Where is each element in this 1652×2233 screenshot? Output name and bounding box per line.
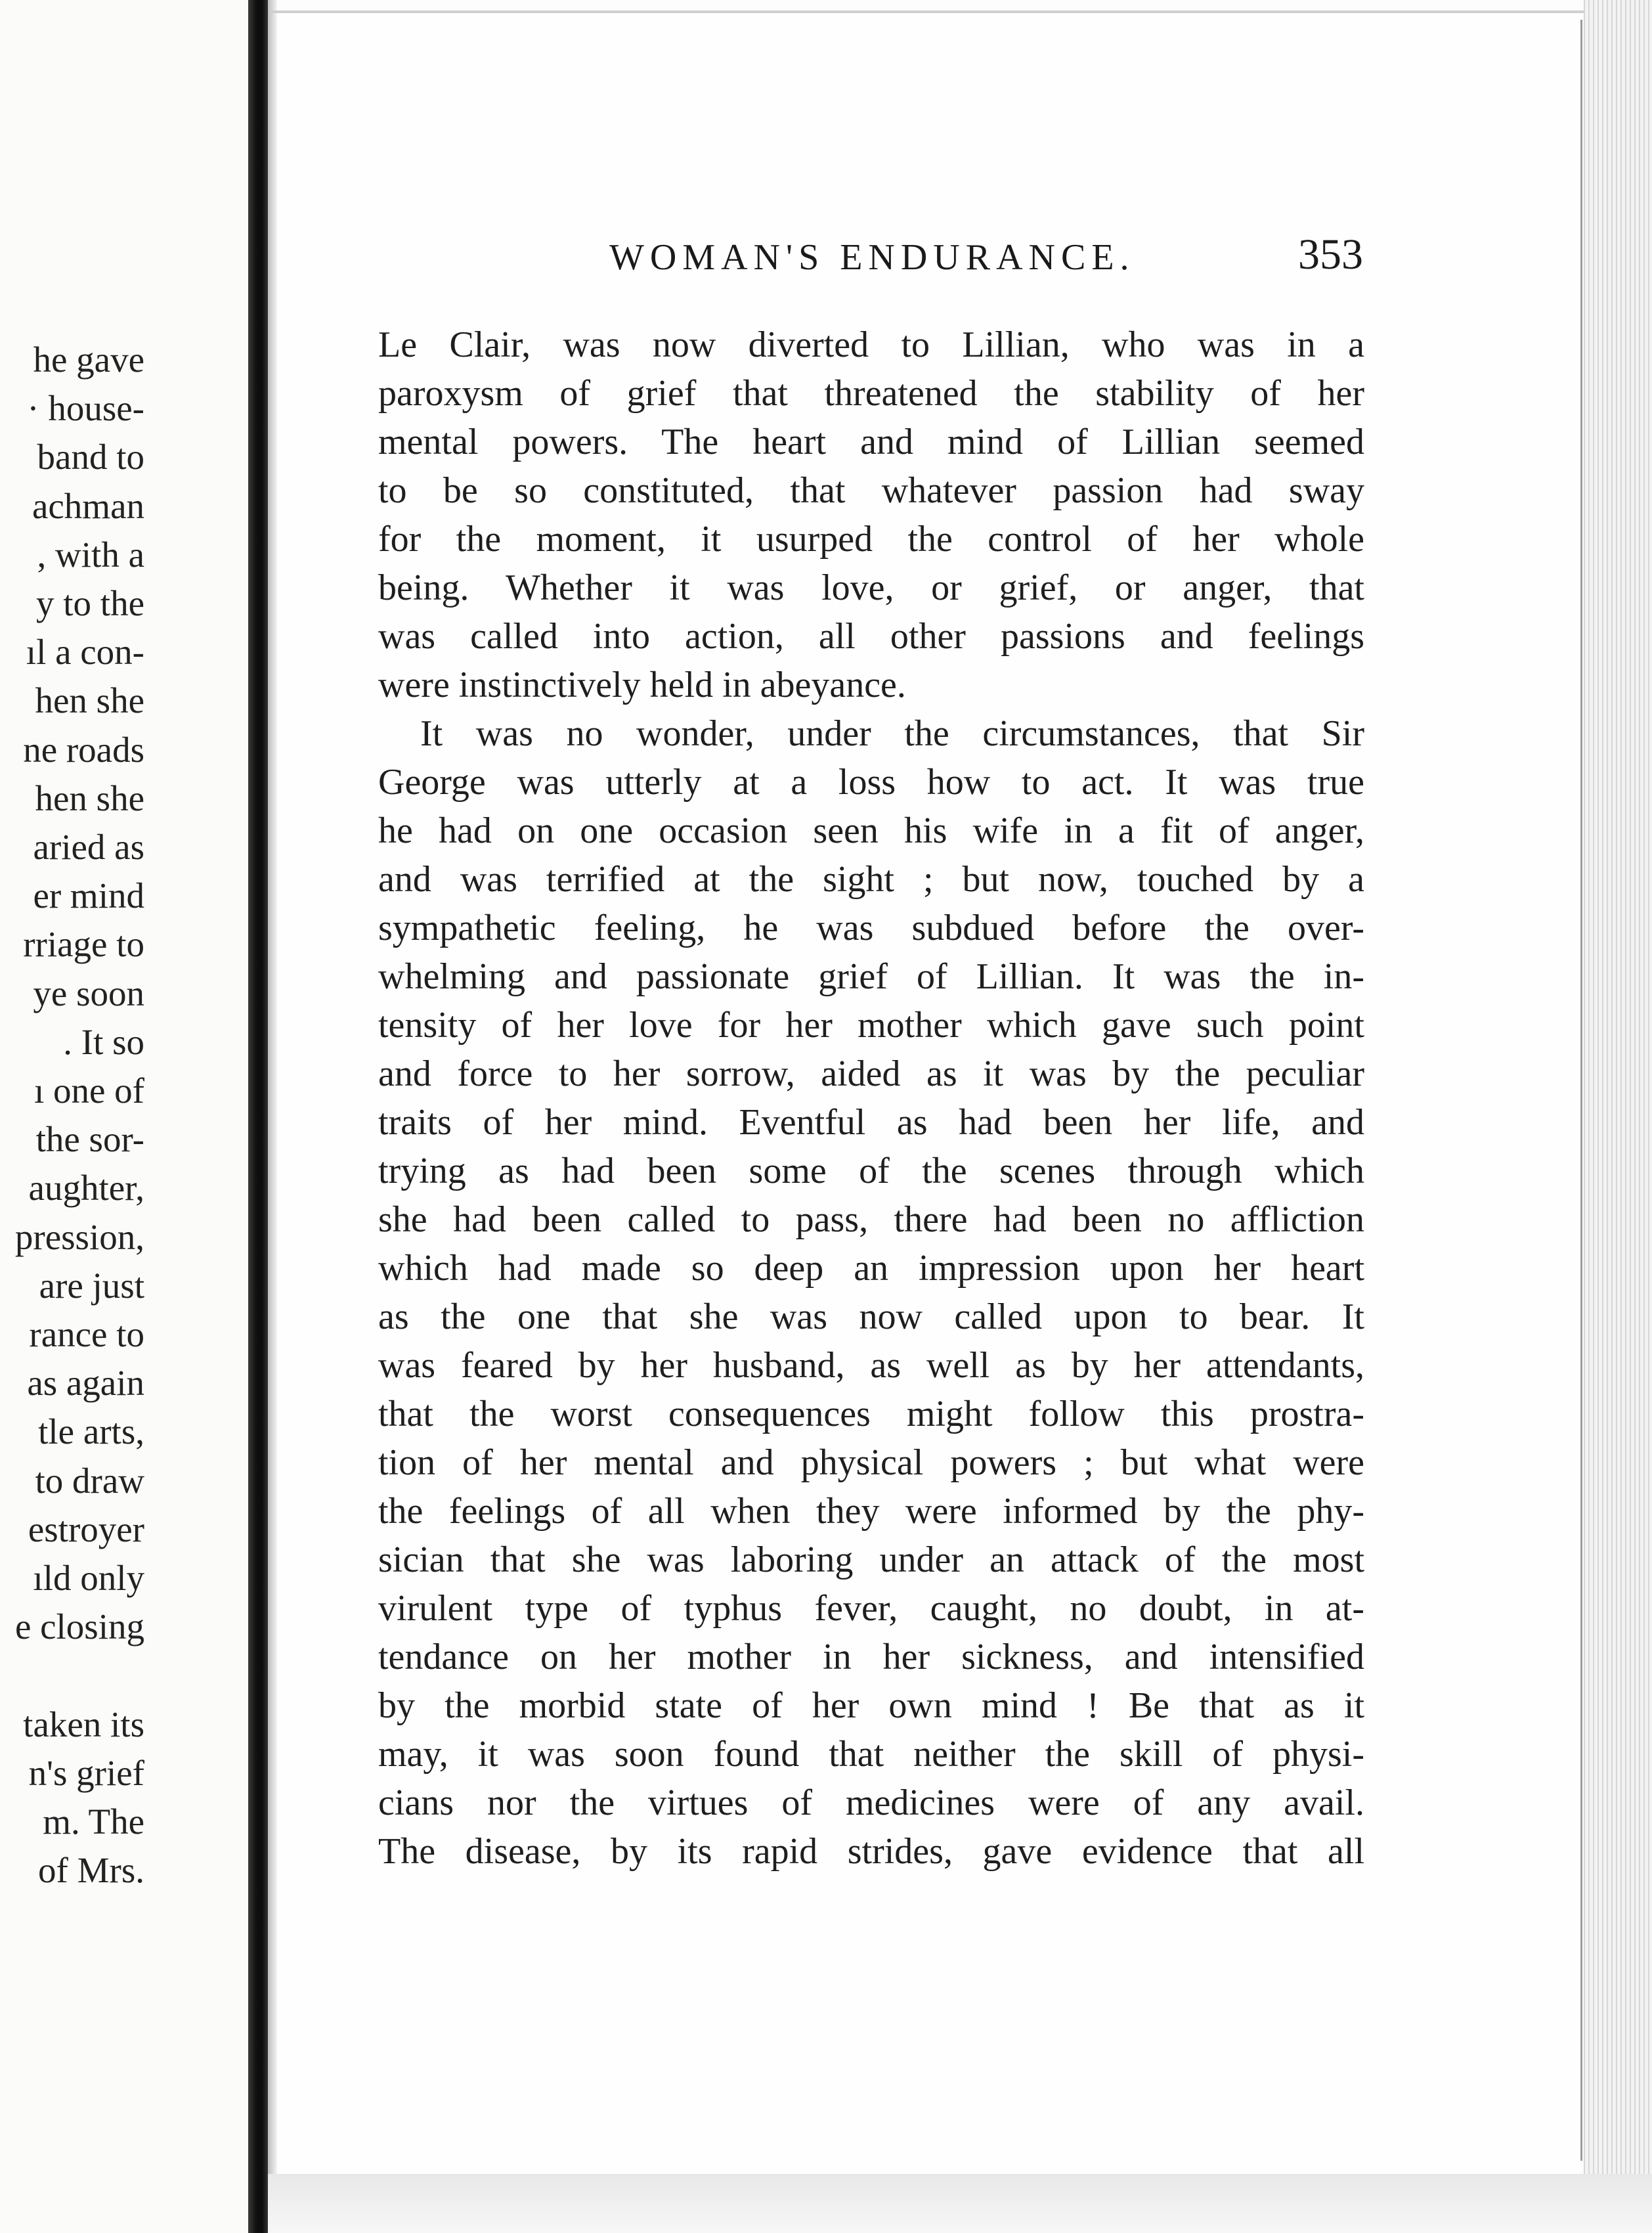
body-line: and was terrified at the sight ; but now, touched by a — [378, 859, 1364, 900]
body-line: whelming and passionate grief of Lillian. It was the in- — [378, 956, 1364, 997]
facing-page-line: as again — [27, 1363, 144, 1403]
facing-page-line: to draw — [35, 1461, 144, 1501]
body-line: the feelings of all when they were informed by the phy- — [378, 1491, 1364, 1532]
body-line: George was utterly at a loss how to act. It was true — [378, 762, 1364, 803]
facing-page-line: ıl a con- — [26, 632, 144, 672]
facing-page-line: tle arts, — [38, 1411, 144, 1451]
page-body-text — [378, 321, 1364, 1876]
body-line: for the moment, it usurped the control of her whole — [378, 519, 1364, 560]
facing-page-line: rriage to — [23, 924, 144, 964]
facing-page-line: · house- — [27, 388, 144, 428]
body-line: she had been called to pass, there had been no affliction — [378, 1199, 1364, 1240]
body-line: and force to her sorrow, aided as it was by the peculiar — [378, 1053, 1364, 1094]
facing-page-line: aughter, — [28, 1168, 144, 1208]
facing-page-line: hen she — [35, 778, 144, 818]
facing-page-line: band to — [37, 437, 144, 477]
page-bottom-shadow — [268, 2174, 1652, 2233]
body-line: being. Whether it was love, or grief, or anger, that — [378, 567, 1364, 608]
facing-page-line: rance to — [29, 1314, 144, 1354]
facing-page-line: taken its — [23, 1704, 144, 1744]
body-line: was called into action, all other passions and feelings — [378, 616, 1364, 657]
body-line: tion of her mental and physical powers ; but what were — [378, 1442, 1364, 1483]
facing-page-line: m. The — [43, 1802, 144, 1842]
facing-page-line: estroyer — [28, 1509, 144, 1549]
body-line: was feared by her husband, as well as by her attendants, — [378, 1345, 1364, 1386]
body-line: were instinctively held in abeyance. — [378, 665, 906, 705]
body-line: sician that she was laboring under an attack of the most — [378, 1539, 1364, 1580]
facing-page-line: ı one of — [33, 1071, 144, 1111]
facing-page-line: pression, — [14, 1217, 144, 1257]
body-line: may, it was soon found that neither the skill of physi- — [378, 1734, 1364, 1775]
facing-page-line: e closing — [14, 1606, 144, 1647]
body-line: which had made so deep an impression upon her heart — [378, 1248, 1364, 1289]
page-number: 353 — [1298, 231, 1363, 278]
body-line: that the worst consequences might follow this prostra- — [378, 1394, 1364, 1434]
facing-page-line: aried as — [33, 827, 144, 867]
facing-page-line: achman — [32, 486, 144, 526]
body-line: The disease, by its rapid strides, gave evidence that all — [378, 1831, 1364, 1872]
body-line: sympathetic feeling, he was subdued before the over- — [378, 908, 1364, 948]
body-line: he had on one occasion seen his wife in a fit of anger, — [378, 810, 1364, 851]
body-line: Le Clair, was now diverted to Lillian, who was in a — [378, 324, 1364, 365]
body-line: cians nor the virtues of medicines were of any avail. — [378, 1782, 1364, 1823]
facing-page-line: , with a — [37, 535, 144, 575]
body-line: to be so constituted, that whatever passion had sway — [378, 470, 1364, 511]
facing-page-line: n's grief — [28, 1753, 144, 1793]
running-title: WOMAN'S ENDURANCE. — [609, 237, 1135, 278]
facing-page-line: hen she — [35, 680, 144, 720]
facing-page-line: er mind — [33, 875, 144, 916]
body-line: traits of her mind. Eventful as had been her life, and — [378, 1102, 1364, 1143]
body-line: virulent type of typhus fever, caught, no doubt, in at- — [378, 1588, 1364, 1629]
body-line: mental powers. The heart and mind of Lillian seemed — [378, 422, 1364, 462]
gutter-shadow — [268, 0, 277, 2233]
facing-page-line: ıld only — [33, 1558, 144, 1598]
facing-page-line: y to the — [36, 583, 144, 623]
body-line: as the one that she was now called upon to bear. It — [378, 1296, 1364, 1337]
body-line: by the morbid state of her own mind ! Be that as it — [378, 1685, 1364, 1726]
body-line: It was no wonder, under the circumstances, that Sir — [420, 713, 1364, 754]
page-stack-edges — [1584, 0, 1652, 2233]
body-line: paroxysm of grief that threatened the stability of her — [378, 373, 1364, 414]
body-line: tendance on her mother in her sickness, and intensified — [378, 1637, 1364, 1677]
facing-page-line: he gave — [33, 340, 144, 380]
facing-page-line: ye soon — [33, 973, 144, 1013]
body-line: tensity of her love for her mother which gave such point — [378, 1005, 1364, 1046]
facing-page-line: ne roads — [23, 730, 144, 770]
facing-page-line: of Mrs. — [38, 1850, 144, 1890]
body-line: trying as had been some of the scenes through which — [378, 1151, 1364, 1191]
facing-page — [0, 0, 248, 2233]
facing-page-line: the sor- — [35, 1119, 144, 1159]
book-gutter — [248, 0, 268, 2233]
facing-page-line: . It so — [63, 1022, 144, 1062]
facing-page-line: are just — [39, 1266, 144, 1306]
